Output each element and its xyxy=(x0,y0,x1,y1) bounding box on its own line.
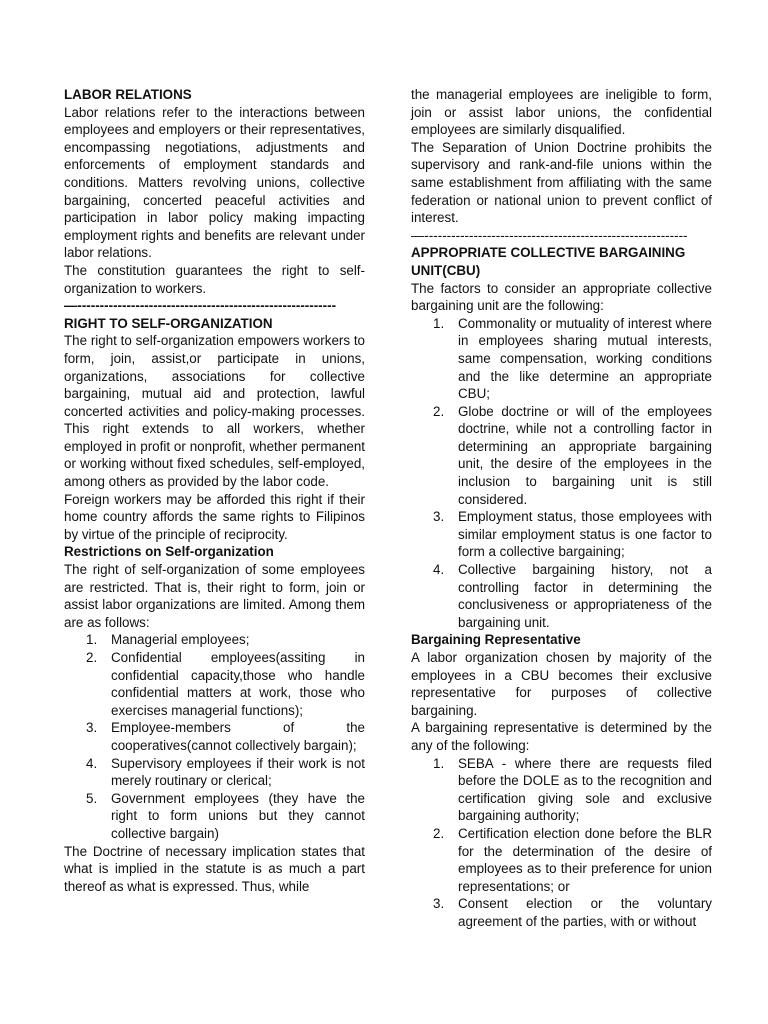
section-title-labor-relations: LABOR RELATIONS xyxy=(64,87,192,102)
list-number: 1. xyxy=(86,632,98,648)
list-item-text: Certification election done before the BLR for the determination of the desire of employees as to their preference for union representations; or xyxy=(458,825,712,894)
list-number: 2. xyxy=(86,650,98,665)
restricted-employees-list xyxy=(64,631,365,842)
list-item xyxy=(64,790,365,843)
right-column xyxy=(411,86,712,931)
list-item-text: Globe doctrine or will of the employees doctrine, while not a controlling factor in determining an appropriate bargaining unit, the desire of the employees in the inclusion to bargaining unit is still considered. xyxy=(458,403,712,507)
list-item-text: Commonality or mutuality of interest where in employees sharing mutual interests, same compensation, working conditions and the like determine an appropriate CBU; xyxy=(458,315,712,402)
list-item xyxy=(411,403,712,509)
paragraph: The factors to consider an appropriate collective bargaining unit are the following: xyxy=(411,280,712,314)
list-number: 1. xyxy=(433,315,445,331)
paragraph: A labor organization chosen by majority of the employees in a CBU becomes their exclusive representative for purposes of collective bargaining. xyxy=(411,650,712,718)
list-item xyxy=(411,315,712,403)
list-number: 4. xyxy=(433,562,445,578)
list-item xyxy=(411,561,712,631)
list-item-text: Government employees (they have the right to form unions but they cannot collective bargain) xyxy=(111,790,365,841)
paragraph: The Separation of Union Doctrine prohibits the supervisory and rank-and-file unions within the same establishment from affiliating with the same federation or national union to prevent conflict of interest. xyxy=(411,139,712,226)
section-separator: —---------------------------------------------------------- xyxy=(64,298,337,314)
list-item-text: Collective bargaining history, not a controlling factor in determining the conclusiveness or appropriateness of the bargaining unit. xyxy=(458,562,712,630)
list-item xyxy=(411,508,712,561)
list-item xyxy=(411,825,712,895)
list-item-text: Confidential employees(assiting in confidential capacity,those who handle confidential matters at work, those who exercises managerial functions); xyxy=(111,650,365,718)
paragraph: The constitution guarantees the right to self-organization to workers. xyxy=(64,262,365,296)
list-item-text: Employment status, those employees with similar employment status is one factor to form a collective bargaining; xyxy=(458,509,712,560)
paragraph: The right to self-organization empowers workers to form, join, assist,or participate in unions, organizations, associations for collective bargaining, mutual aid and protection, lawful concerted activities and policy-making processes. This right extends to all workers, whether employed in profit or nonprofit, whether permanent or working without fixed schedules, self-employed, among others as provided by the labor code. xyxy=(64,333,365,490)
list-item-text: Consent election or the voluntary agreement of the parties, with or without xyxy=(458,896,712,929)
list-item-text: SEBA - where there are requests filed before the DOLE as to the recognition and certification giving sole and exclusive bargaining authority; xyxy=(458,755,712,824)
paragraph: the managerial employees are ineligible to form, join or assist labor unions, the confidential employees are similarly disqualified. xyxy=(411,87,712,138)
paragraph: Labor relations refer to the interactions between employees and employers or their representatives, encompassing negotiations, adjustments and enforcements of employment standards and conditions. Matters revolving unions, collective bargaining, concerted peaceful activities and participation in labor policy making impacting employment rights and benefits are relevant under labor relations. xyxy=(64,104,365,261)
paragraph: The right of self-organization of some employees are restricted. That is, their right to form, join or assist labor organizations are limited. Among them are as follows: xyxy=(64,562,365,630)
list-item xyxy=(411,895,712,930)
list-number: 3. xyxy=(86,720,98,736)
list-item-text: Managerial employees; xyxy=(111,632,250,648)
list-item xyxy=(64,649,365,719)
section-separator: —----------------------------------------------------------- xyxy=(411,227,688,243)
left-column xyxy=(64,86,365,895)
list-number: 5. xyxy=(86,790,98,806)
list-number: 3. xyxy=(433,896,445,912)
section-title-cbu: APPROPRIATE COLLECTIVE BARGAINING UNIT(CBU) xyxy=(411,245,686,278)
cbu-factors-list xyxy=(411,315,712,632)
list-number: 4. xyxy=(86,755,98,771)
paragraph: A bargaining representative is determined by the any of the following: xyxy=(411,720,712,753)
list-item xyxy=(64,631,365,649)
section-title-right-to-self-organization: RIGHT TO SELF-ORGANIZATION xyxy=(64,315,273,331)
list-item xyxy=(64,755,365,790)
list-item-text: Employee-members of the cooperatives(cannot collectively bargain); xyxy=(111,720,365,753)
bargaining-representative-list xyxy=(411,755,712,931)
list-number: 1. xyxy=(433,755,445,771)
subsection-title-bargaining-representative: Bargaining Representative xyxy=(411,632,581,648)
list-number: 2. xyxy=(433,403,445,419)
subsection-title-restrictions: Restrictions on Self-organization xyxy=(64,544,274,560)
list-item xyxy=(411,755,712,825)
paragraph: Foreign workers may be afforded this right if their home country affords the same rights to Filipinos by virtue of the principle of reciprocity. xyxy=(64,491,365,542)
list-item-text: Supervisory employees if their work is not merely routinary or clerical; xyxy=(111,755,365,789)
list-item xyxy=(64,719,365,754)
list-number: 2. xyxy=(433,825,445,841)
paragraph: The Doctrine of necessary implication states that what is implied in the statute is as much a part thereof as what is expressed. Thus, while xyxy=(64,843,365,894)
list-number: 3. xyxy=(433,509,445,525)
